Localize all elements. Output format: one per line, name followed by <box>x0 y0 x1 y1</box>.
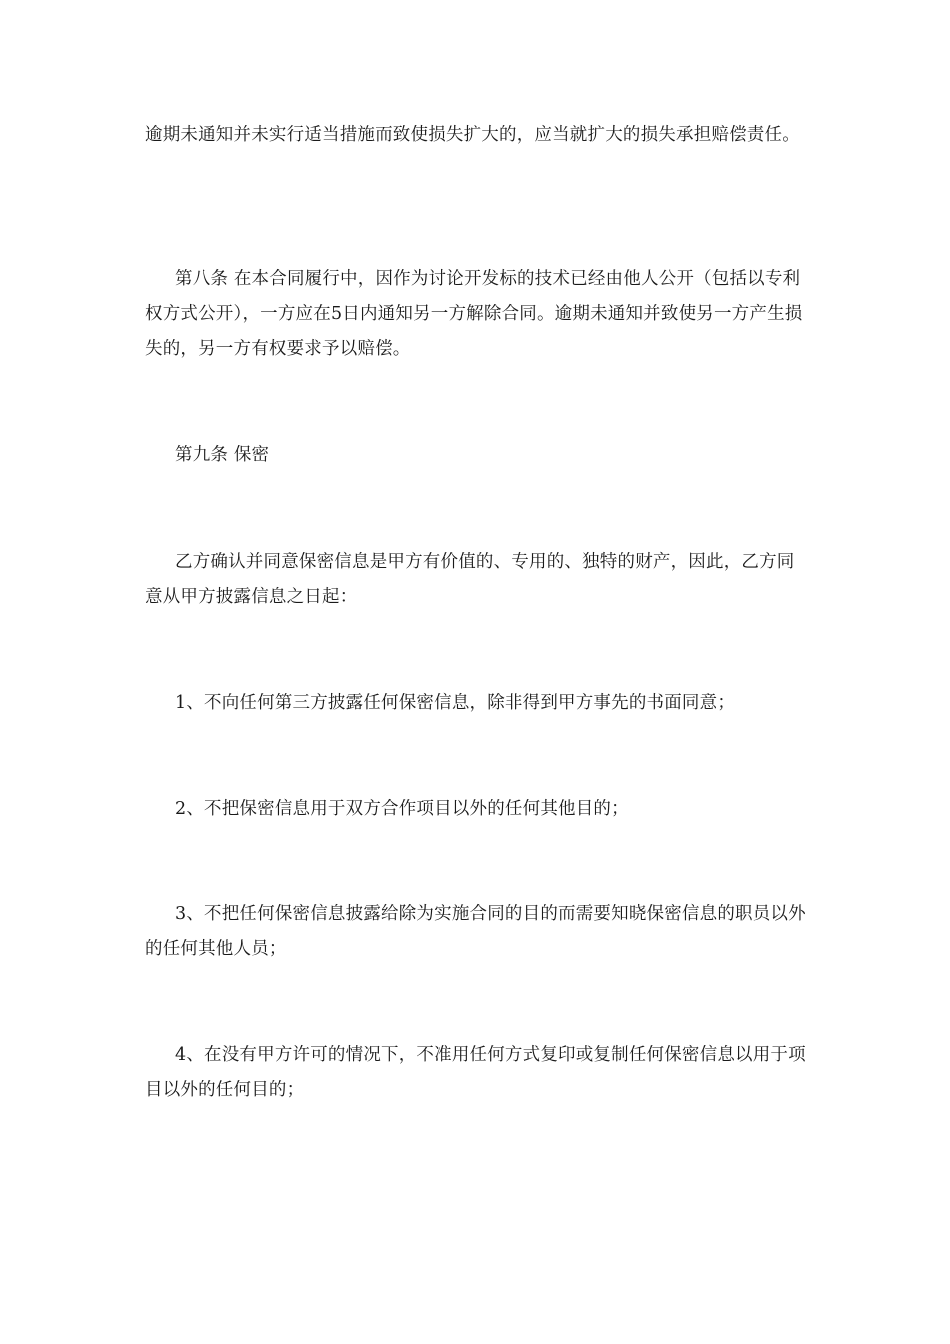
paragraph-article-8: 第八条 在本合同履行中，因作为讨论开发标的技术已经由他人公开（包括以专利权方式公开），一方应在5日内通知另一方解除合同。逾期未通知并致使另一方产生损失的，另一方有权要求予以赔偿。 <box>145 269 803 359</box>
list-item-4: 4、在没有甲方许可的情况下，不准用任何方式复印或复制任何保密信息以用于项目以外的任何目的； <box>145 1045 806 1100</box>
list-item-2: 2、不把保密信息用于双方合作项目以外的任何其他目的； <box>175 799 629 819</box>
paragraph-loss-liability: 逾期未通知并未实行适当措施而致使损失扩大的，应当就扩大的损失承担赔偿责任。 <box>145 125 800 145</box>
heading-article-9: 第九条 保密 <box>175 445 270 465</box>
list-item-3: 3、不把任何保密信息披露给除为实施合同的目的而需要知晓保密信息的职员以外的任何其他人员； <box>145 904 806 959</box>
paragraph-confidentiality-intro: 乙方确认并同意保密信息是甲方有价值的、专用的、独特的财产，因此，乙方同意从甲方披露信息之日起： <box>145 552 795 607</box>
list-item-1: 1、不向任何第三方披露任何保密信息，除非得到甲方事先的书面同意； <box>175 693 736 713</box>
